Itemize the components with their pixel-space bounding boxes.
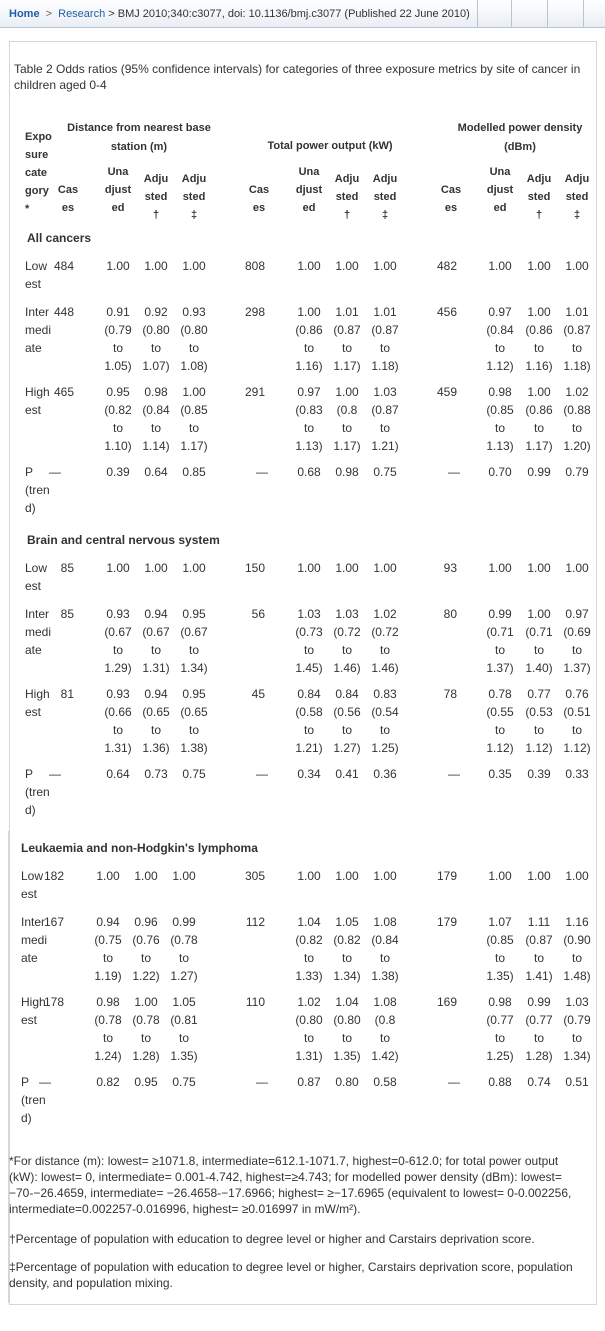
- row-cases: —: [49, 767, 61, 781]
- odds-ratio-cell: 0.73: [144, 767, 168, 781]
- row-cases: 81: [60, 687, 74, 701]
- row-cases: —: [256, 465, 268, 479]
- row-label: Inter medi ate: [25, 607, 52, 657]
- odds-ratio-cell: 0.99 (0.78 to 1.27): [170, 915, 198, 983]
- odds-ratio-cell: 1.00: [335, 259, 359, 273]
- row-cases: —: [39, 1075, 51, 1089]
- row-label: High est: [25, 385, 50, 417]
- row-cases: 169: [436, 995, 457, 1009]
- odds-ratio-cell: 1.08 (0.8 to 1.42): [371, 995, 399, 1063]
- odds-ratio-cell: 1.07 (0.85 to 1.35): [486, 915, 514, 983]
- row-label: Low est: [25, 561, 48, 593]
- odds-ratio-cell: 1.00: [335, 561, 359, 575]
- odds-ratio-cell: 1.03 (0.87 to 1.21): [371, 385, 399, 453]
- odds-ratio-cell: 1.00: [134, 869, 158, 883]
- odds-ratio-cell: 0.75: [172, 1075, 196, 1089]
- header-unadjusted: Una djust ed: [486, 166, 514, 214]
- odds-ratio-cell: 1.00 (0.85 to 1.17): [180, 385, 208, 453]
- odds-ratio-cell: 0.78 (0.55 to 1.12): [486, 687, 514, 755]
- header-unadjusted: Una djust ed: [104, 166, 132, 214]
- odds-ratio-cell: 0.64: [106, 767, 130, 781]
- odds-ratio-cell: 0.64: [144, 465, 168, 479]
- odds-ratio-cell: 0.36: [373, 767, 397, 781]
- odds-ratio-cell: 0.99 (0.77 to 1.28): [525, 995, 553, 1063]
- odds-ratio-cell: 0.75: [182, 767, 206, 781]
- row-cases: 178: [43, 995, 64, 1009]
- odds-ratio-cell: 0.87: [297, 1075, 321, 1089]
- odds-ratio-cell: 0.33: [565, 767, 589, 781]
- odds-ratio-cell: 0.97 (0.84 to 1.12): [486, 305, 514, 373]
- odds-ratio-cell: 1.16 (0.90 to 1.48): [563, 915, 591, 983]
- nav-tab-divider: [583, 0, 585, 27]
- breadcrumb-home-link[interactable]: Home: [9, 8, 40, 20]
- header-cases: Cas es: [248, 184, 270, 214]
- odds-ratio-cell: 0.83 (0.54 to 1.25): [371, 687, 399, 755]
- header-adjusted-dagger: Adju sted †: [143, 173, 169, 221]
- odds-ratio-cell: 0.39: [527, 767, 551, 781]
- odds-ratio-cell: 0.85: [182, 465, 206, 479]
- row-label: P (tren d): [25, 767, 50, 817]
- row-cases: 85: [60, 561, 74, 575]
- header-cases: Cas es: [440, 184, 462, 214]
- odds-ratio-cell: 1.00: [297, 259, 321, 273]
- section-title: All cancers: [27, 231, 92, 245]
- table-frame-left-edge: [0, 831, 9, 1303]
- odds-ratio-cell: 0.68: [297, 465, 321, 479]
- odds-ratio-cell: 1.02 (0.88 to 1.20): [563, 385, 591, 453]
- odds-ratio-cell: 1.01 (0.87 to 1.17): [333, 305, 361, 373]
- row-cases: 179: [436, 869, 457, 883]
- nav-tab-divider: [477, 0, 479, 27]
- odds-ratio-cell: 1.00: [106, 561, 130, 575]
- row-cases: —: [448, 1075, 460, 1089]
- odds-ratio-cell: 0.94 (0.67 to 1.31): [142, 607, 170, 675]
- nav-tab-divider: [511, 0, 513, 27]
- odds-ratio-cell: 0.84 (0.58 to 1.21): [295, 687, 323, 755]
- odds-ratio-cell: 1.00 (0.86 to 1.17): [525, 385, 553, 453]
- odds-ratio-cell: 0.98: [335, 465, 359, 479]
- row-cases: —: [256, 1075, 268, 1089]
- odds-ratio-cell: 0.97 (0.69 to 1.37): [563, 607, 591, 675]
- odds-ratio-cell: 1.05 (0.81 to 1.35): [170, 995, 198, 1063]
- nav-tab-divider: [547, 0, 549, 27]
- odds-ratio-cell: 0.92 (0.80 to 1.07): [142, 305, 170, 373]
- odds-ratio-cell: 0.91 (0.79 to 1.05): [104, 305, 132, 373]
- odds-ratio-cell: 0.39: [106, 465, 130, 479]
- odds-ratio-cell: 0.80: [335, 1075, 359, 1089]
- header-distance: Distance from nearest base station (m): [67, 122, 211, 153]
- odds-ratio-cell: 0.34: [297, 767, 321, 781]
- row-cases: 305: [244, 869, 265, 883]
- odds-ratio-cell: 0.98 (0.77 to 1.25): [486, 995, 514, 1063]
- odds-ratio-cell: 1.00: [172, 869, 196, 883]
- section-title: Leukaemia and non-Hodgkin's lymphoma: [21, 841, 258, 855]
- row-cases: 85: [60, 607, 74, 621]
- row-cases: 182: [43, 869, 64, 883]
- odds-ratio-cell: 0.84 (0.56 to 1.27): [333, 687, 361, 755]
- odds-ratio-cell: 0.79: [565, 465, 589, 479]
- odds-ratio-cell: 1.05 (0.82 to 1.34): [333, 915, 361, 983]
- odds-ratio-cell: 0.96 (0.76 to 1.22): [132, 915, 160, 983]
- odds-ratio-cell: 0.58: [373, 1075, 397, 1089]
- footnote-dagger: †Percentage of population with education to degree level or higher and Carstairs deprivation score.: [9, 1232, 535, 1246]
- odds-ratio-cell: 0.95 (0.82 to 1.10): [104, 385, 132, 453]
- odds-ratio-cell: 1.00: [565, 561, 589, 575]
- odds-ratio-cell: 0.99: [527, 465, 551, 479]
- row-cases: 484: [53, 259, 74, 273]
- header-unadjusted: Una djust ed: [295, 166, 323, 214]
- header-density: Modelled power density (dBm): [457, 122, 583, 153]
- row-cases: 291: [244, 385, 265, 399]
- row-cases: —: [49, 465, 61, 479]
- odds-ratio-cell: 0.77 (0.53 to 1.12): [525, 687, 553, 755]
- row-cases: 150: [244, 561, 265, 575]
- row-cases: 56: [251, 607, 265, 621]
- odds-ratio-cell: 1.02 (0.72 to 1.46): [371, 607, 399, 675]
- row-cases: 448: [53, 305, 74, 319]
- odds-ratio-cell: 0.51: [565, 1075, 589, 1089]
- odds-ratio-cell: 0.95 (0.67 to 1.34): [180, 607, 208, 675]
- odds-ratio-cell: 0.93 (0.66 to 1.31): [104, 687, 132, 755]
- odds-ratio-cell: 0.88: [488, 1075, 512, 1089]
- odds-ratio-cell: 0.98 (0.84 to 1.14): [142, 385, 170, 453]
- row-cases: —: [448, 767, 460, 781]
- odds-ratio-cell: 1.04 (0.80 to 1.35): [333, 995, 361, 1063]
- odds-ratio-cell: 1.00: [106, 259, 130, 273]
- row-cases: 80: [443, 607, 457, 621]
- odds-ratio-cell: 1.00: [565, 259, 589, 273]
- header-cases: Cas es: [57, 184, 79, 214]
- odds-ratio-cell: 0.76 (0.51 to 1.12): [563, 687, 591, 755]
- breadcrumb-research-link[interactable]: Research: [58, 8, 106, 20]
- row-cases: 110: [245, 995, 265, 1009]
- row-label: Inter medi ate: [25, 305, 52, 355]
- odds-ratio-cell: 1.00: [297, 869, 321, 883]
- header-adjusted-double-dagger: Adju sted ‡: [181, 173, 207, 221]
- odds-ratio-cell: 0.75: [373, 465, 397, 479]
- odds-ratio-cell: 1.00: [527, 869, 551, 883]
- odds-ratio-cell: 1.02 (0.80 to 1.31): [295, 995, 323, 1063]
- footnote-double-dagger: ‡Percentage of population with education to degree level or higher, Carstairs deprivation score, population density, and population mixing.: [9, 1260, 573, 1290]
- odds-ratio-cell: 1.00: [373, 869, 397, 883]
- breadcrumb: [9, 8, 470, 20]
- header-exposure-category: Expo sure cate gory *: [25, 131, 52, 215]
- section-title: Brain and central nervous system: [27, 533, 220, 547]
- odds-ratio-cell: 1.00: [565, 869, 589, 883]
- row-label: High est: [25, 687, 50, 719]
- breadcrumb-citation: > BMJ 2010;340:c3077, doi: 10.1136/bmj.c3077 (Published 22 June 2010): [108, 8, 470, 20]
- odds-ratio-cell: 1.00: [488, 561, 512, 575]
- odds-ratio-cell: 1.00: [488, 259, 512, 273]
- odds-ratio-cell: 0.35: [488, 767, 512, 781]
- odds-ratio-cell: 1.00: [373, 259, 397, 273]
- odds-ratio-cell: 0.82: [96, 1075, 120, 1089]
- header-adjusted-double-dagger: Adju sted ‡: [564, 173, 590, 221]
- odds-ratio-cell: 0.98 (0.78 to 1.24): [94, 995, 122, 1063]
- table-caption: Table 2 Odds ratios (95% confidence intervals) for categories of three exposure metrics by site of cancer in children aged 0-4: [14, 62, 581, 92]
- odds-ratio-cell: 0.95: [134, 1075, 158, 1089]
- row-cases: 45: [251, 687, 265, 701]
- odds-ratio-cell: 1.00: [297, 561, 321, 575]
- header-adjusted-dagger: Adju sted †: [526, 173, 552, 221]
- odds-ratio-cell: 1.00 (0.86 to 1.16): [525, 305, 553, 373]
- row-cases: —: [448, 465, 460, 479]
- row-label: Inter medi ate: [21, 915, 48, 965]
- odds-ratio-cell: 1.00: [488, 869, 512, 883]
- breadcrumb-separator: >: [45, 8, 53, 20]
- row-cases: 167: [43, 915, 64, 929]
- row-cases: —: [256, 767, 268, 781]
- odds-ratio-cell: 1.04 (0.82 to 1.33): [295, 915, 323, 983]
- top-navigation-bar: [0, 0, 605, 28]
- odds-ratio-cell: 1.00: [335, 869, 359, 883]
- odds-ratio-cell: 1.00 (0.71 to 1.40): [525, 607, 553, 675]
- odds-ratio-cell: 1.01 (0.87 to 1.18): [563, 305, 591, 373]
- odds-ratio-cell: 0.95 (0.65 to 1.38): [180, 687, 208, 755]
- odds-ratio-cell: 1.03 (0.72 to 1.46): [333, 607, 361, 675]
- odds-ratio-cell: 1.03 (0.79 to 1.34): [563, 995, 591, 1063]
- odds-ratio-cell: 0.94 (0.75 to 1.19): [94, 915, 122, 983]
- row-cases: 78: [443, 687, 457, 701]
- odds-ratio-cell: 1.00: [182, 561, 206, 575]
- odds-ratio-cell: 1.00: [96, 869, 120, 883]
- row-label: Low est: [25, 259, 48, 291]
- odds-ratio-cell: 0.94 (0.65 to 1.36): [142, 687, 170, 755]
- header-adjusted-dagger: Adju sted †: [334, 173, 360, 221]
- row-label: P (tren d): [21, 1075, 46, 1125]
- row-cases: 808: [244, 259, 265, 273]
- row-cases: 112: [245, 915, 265, 929]
- odds-ratio-cell: 1.11 (0.87 to 1.41): [525, 915, 553, 983]
- row-cases: 456: [436, 305, 457, 319]
- odds-ratio-cell: 1.00: [144, 561, 168, 575]
- odds-ratio-cell: 0.99 (0.71 to 1.37): [486, 607, 514, 675]
- odds-ratio-cell: 0.41: [335, 767, 359, 781]
- odds-ratio-cell: 0.70: [488, 465, 512, 479]
- odds-ratio-cell: 0.93 (0.80 to 1.08): [180, 305, 208, 373]
- odds-ratio-cell: 1.00: [182, 259, 206, 273]
- footnote-exposure-categories: *For distance (m): lowest= ≥1071.8, intermediate=612.1-1071.7, highest=0-612.0; for total power output (kW): lowest= 0, intermediate= 0.001-4.742, highest=≥4.743; for modelled power density (dBm): lowest= −70-−26.4659, intermediate= −26.4658-−17.6966; highest= ≥−17.6965 (equivalent to lowest= 0-0.002256, intermediate=0.002257-0.016996, highest= ≥0.016997 in mW/m²).: [9, 1154, 572, 1216]
- row-cases: 482: [436, 259, 457, 273]
- odds-ratio-cell: 1.00 (0.78 to 1.28): [132, 995, 160, 1063]
- row-label: High est: [21, 995, 46, 1027]
- odds-ratio-cell: 1.03 (0.73 to 1.45): [295, 607, 323, 675]
- odds-ratio-cell: 0.74: [527, 1075, 551, 1089]
- odds-ratio-cell: 1.00 (0.86 to 1.16): [295, 305, 323, 373]
- odds-ratio-cell: 0.98 (0.85 to 1.13): [486, 385, 514, 453]
- odds-ratio-cell: 1.08 (0.84 to 1.38): [371, 915, 399, 983]
- odds-ratio-cell: 1.00 (0.8 to 1.17): [333, 385, 361, 453]
- odds-ratio-cell: 1.00: [373, 561, 397, 575]
- row-label: Low est: [21, 869, 44, 901]
- row-cases: 465: [53, 385, 74, 399]
- odds-ratio-cell: 1.01 (0.87 to 1.18): [371, 305, 399, 373]
- header-adjusted-double-dagger: Adju sted ‡: [372, 173, 398, 221]
- row-cases: 459: [436, 385, 457, 399]
- odds-ratio-cell: 0.97 (0.83 to 1.13): [295, 385, 323, 453]
- row-cases: 298: [244, 305, 265, 319]
- odds-ratio-cell: 1.00: [144, 259, 168, 273]
- odds-ratio-cell: 0.93 (0.67 to 1.29): [104, 607, 132, 675]
- odds-ratio-cell: 1.00: [527, 561, 551, 575]
- row-label: P (tren d): [25, 465, 50, 515]
- header-power: Total power output (kW): [267, 140, 393, 152]
- odds-ratio-cell: 1.00: [527, 259, 551, 273]
- row-cases: 93: [443, 561, 457, 575]
- row-cases: 179: [436, 915, 457, 929]
